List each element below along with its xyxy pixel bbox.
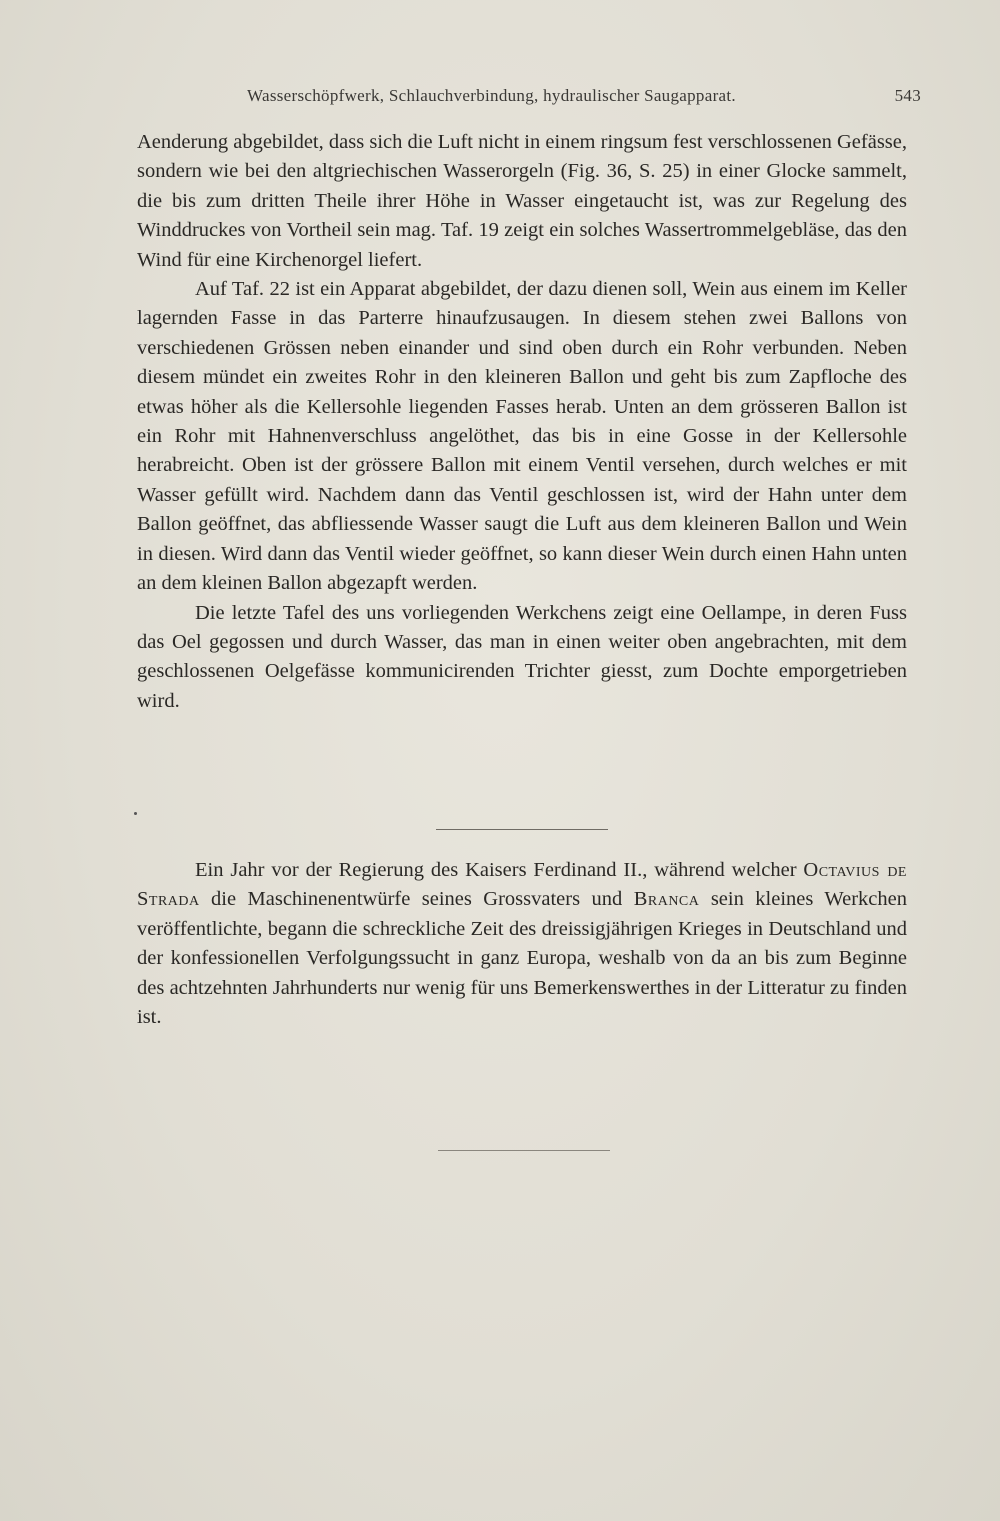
paragraph-tail: sein kleines Werkchen veröffentlichte, begann die schreckliche Zeit des dreissigjährigen Krieges in Deutschland und der konfessionellen Verfolgungssucht in ganz Europa, weshalb von da an bis zum Beginne des achtzehnten Jahrhunderts nur wenig für uns Bemerkenswerthes in der Litteratur zu finden ist.	[137, 888, 907, 1029]
section-body	[137, 128, 907, 716]
paragraph-oil-lamp: Die letzte Tafel des uns vorliegenden Werkchens zeigt eine Oellampe, in deren Fuss das Oel gegossen und durch Wasser, das man in einen weiter oben angebrachten, mit dem geschlossenen Oelgefässe kommunicirenden Trichter giesst, zum Dochte emporgetrieben wird.	[137, 601, 907, 712]
paragraph-lead: Ein Jahr vor der Regierung des Kaisers Ferdinand II., während welcher	[195, 859, 797, 881]
section-divider	[436, 829, 608, 830]
paragraph-mid: die Maschinenentwürfe seines Grossvaters und	[199, 888, 634, 911]
section-body-2	[137, 856, 907, 1032]
ink-speck	[134, 812, 137, 815]
end-divider	[438, 1150, 610, 1151]
author-name-branca: Branca	[633, 888, 700, 911]
author-name-strada: Octavius de Strada	[137, 859, 907, 911]
paragraph-thirty-years-war	[137, 856, 907, 1032]
running-title: Wasserschöpfwerk, Schlauchverbindung, hydraulischer Saugapparat.	[247, 86, 736, 105]
page-number: 543	[894, 86, 921, 105]
running-header	[137, 86, 921, 110]
paragraph-wine-siphon: Auf Taf. 22 ist ein Apparat abgebildet, der dazu dienen soll, Wein aus einem im Keller lagernden Fasse in das Parterre hinaufzusaugen. In diesem stehen zwei Ballons von verschiedenen Grössen neben einander und sind oben durch ein Rohr verbunden. Neben diesem mündet ein zweites Rohr in den kleineren Ballon und geht bis zum Zapfloche des etwas höher als die Kellersohle liegenden Fasses herab. Unten an dem grösseren Ballon ist ein Rohr mit Hahnenverschluss angelöthet, das bis in eine Gosse in der Kellersohle herabreicht. Oben ist der grössere Ballon mit einem Ventil versehen, durch welches er mit Wasser gefüllt wird. Nachdem dann das Ventil geschlossen ist, wird der Hahn unter dem Ballon geöffnet, das abfliessende Wasser saugt die Luft aus dem kleineren Ballon und Wein in diesen. Wird dann das Ventil wieder geöffnet, so kann dieser Wein durch einen Hahn unten an dem kleinen Ballon abgezapft werden.	[137, 278, 907, 595]
paragraph-continued: Aenderung abgebildet, dass sich die Luft nicht in einem ringsum fest verschlossenen Gefässe, sondern wie bei den altgriechischen Wasserorgeln (Fig. 36, S. 25) in einer Glocke sammelt, die bis zum dritten Theile ihrer Höhe in Wasser eingetaucht ist, was zur Regelung des Winddruckes von Vortheil sein mag. Taf. 19 zeigt ein solches Wassertrommelgebläse, das den Wind für eine Kirchenorgel liefert.	[137, 131, 907, 271]
